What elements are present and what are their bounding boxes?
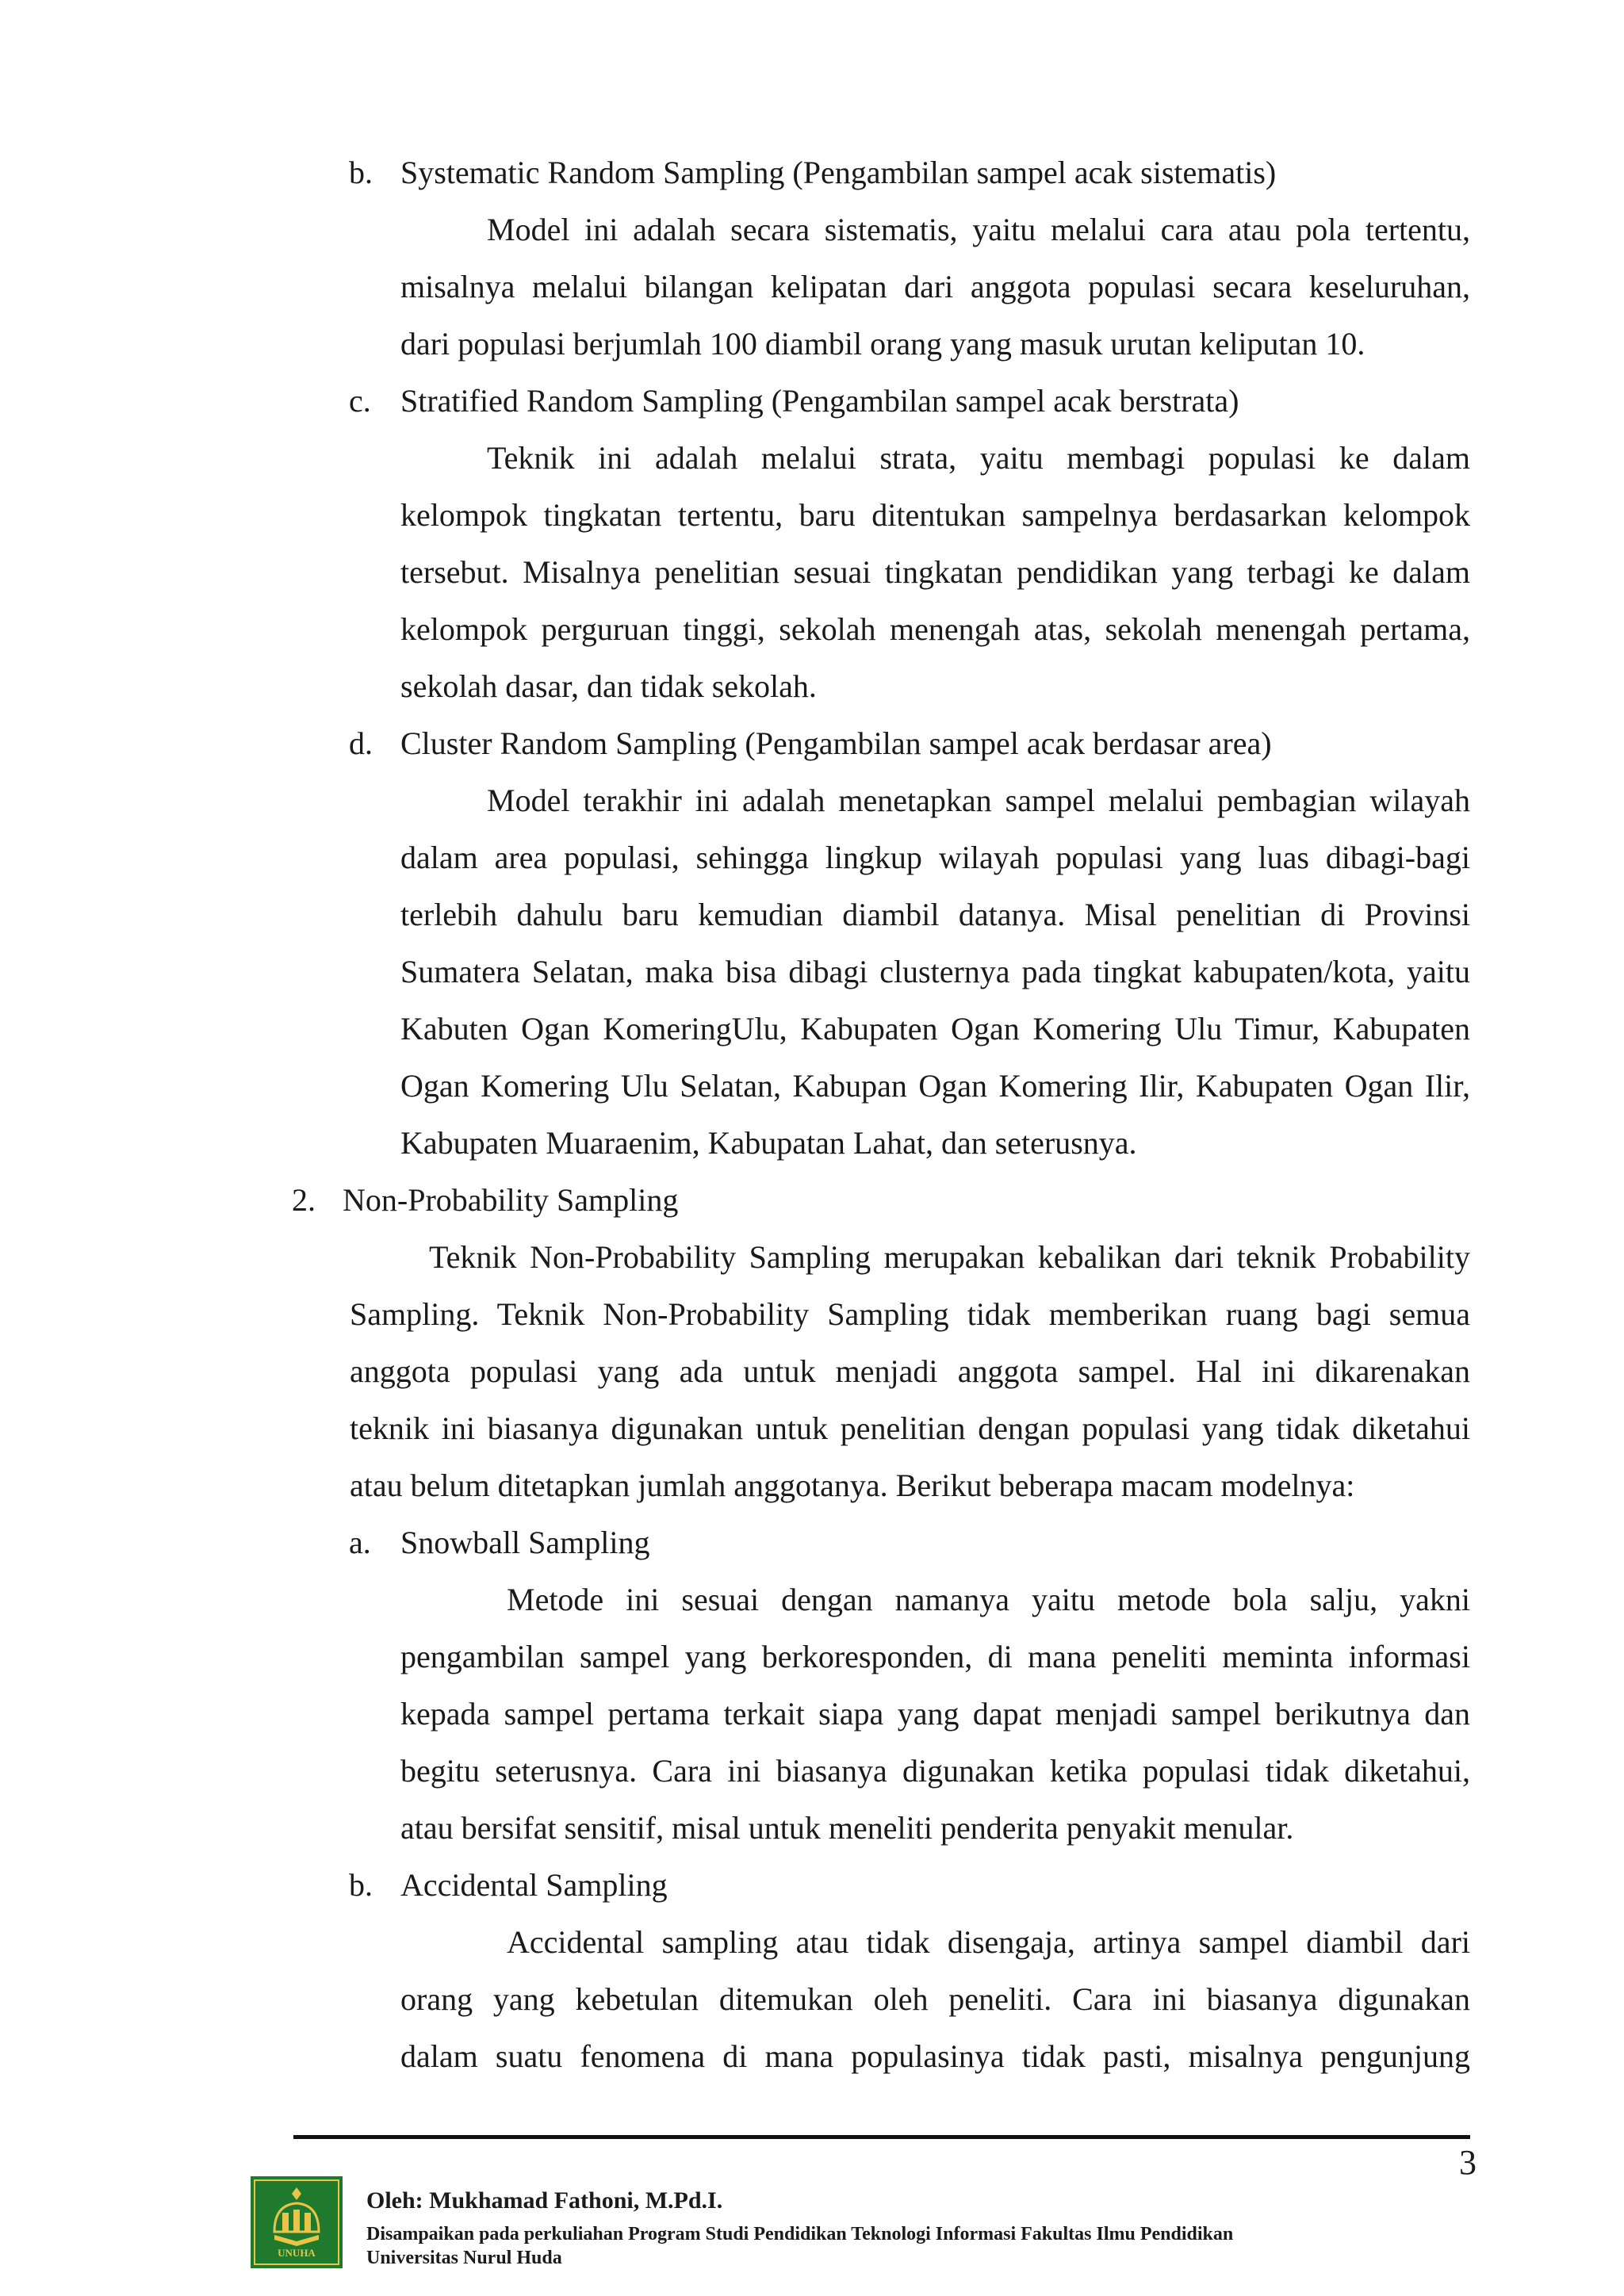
- paragraph-line: dari populasi berjumlah 100 diambil orang yang masuk urutan keliputan 10.: [400, 326, 1365, 362]
- list-marker: c.: [349, 383, 371, 419]
- paragraph-line: tersebut. Misalnya penelitian sesuai tingkatan pendidikan yang terbagi ke dalam: [400, 554, 1470, 590]
- paragraph-line: Kabuten Ogan KomeringUlu, Kabupaten Ogan Komering Ulu Timur, Kabupaten: [400, 1011, 1470, 1047]
- paragraph-line: Accidental sampling atau tidak disengaja, artinya sampel diambil dari: [507, 1924, 1470, 1960]
- section-heading: Non-Probability Sampling: [343, 1182, 679, 1218]
- paragraph-line: Model ini adalah secara sistematis, yaitu melalui cara atau pola tertentu,: [487, 212, 1470, 247]
- paragraph-line: sekolah dasar, dan tidak sekolah.: [400, 668, 817, 704]
- paragraph-line: Teknik ini adalah melalui strata, yaitu membagi populasi ke dalam: [487, 440, 1470, 476]
- footer-note: Disampaikan pada perkuliahan Program Studi Pendidikan Teknologi Informasi Fakultas Ilmu Pendidikan: [366, 2224, 1234, 2244]
- list-marker: a.: [349, 1525, 371, 1560]
- footer-rule: [293, 2135, 1470, 2139]
- paragraph-line: dalam suatu fenomena di mana populasinya tidak pasti, misalnya pengunjung: [400, 2038, 1470, 2074]
- paragraph-line: misalnya melalui bilangan kelipatan dari anggota populasi secara keseluruhan,: [400, 269, 1470, 304]
- list-marker: d.: [349, 725, 373, 761]
- paragraph-line: atau bersifat sensitif, misal untuk meneliti penderita penyakit menular.: [400, 1810, 1294, 1846]
- paragraph-line: kelompok perguruan tinggi, sekolah menengah atas, sekolah menengah pertama,: [400, 611, 1470, 647]
- paragraph-line: anggota populasi yang ada untuk menjadi anggota sampel. Hal ini dikarenakan: [350, 1353, 1470, 1389]
- paragraph-line: Ogan Komering Ulu Selatan, Kabupan Ogan Komering Ilir, Kabupaten Ogan Ilir,: [400, 1068, 1470, 1104]
- paragraph-line: orang yang kebetulan ditemukan oleh peneliti. Cara ini biasanya digunakan: [400, 1981, 1470, 2017]
- list-marker: b.: [349, 155, 373, 190]
- paragraph-line: pengambilan sampel yang berkoresponden, di mana peneliti meminta informasi: [400, 1639, 1470, 1674]
- paragraph-line: begitu seterusnya. Cara ini biasanya digunakan ketika populasi tidak diketahui,: [400, 1753, 1470, 1789]
- subheading: Stratified Random Sampling (Pengambilan sampel acak berstrata): [400, 383, 1239, 419]
- list-marker: 2.: [292, 1182, 316, 1218]
- paragraph-line: Metode ini sesuai dengan namanya yaitu metode bola salju, yakni: [507, 1582, 1470, 1617]
- paragraph-line: kepada sampel pertama terkait siapa yang dapat menjadi sampel berikutnya dan: [400, 1696, 1470, 1732]
- subheading: Snowball Sampling: [400, 1525, 650, 1560]
- footer-author: Oleh: Mukhamad Fathoni, M.Pd.I.: [366, 2187, 723, 2214]
- paragraph-line: Teknik Non-Probability Sampling merupakan kebalikan dari teknik Probability: [429, 1239, 1470, 1275]
- footer-institution: Universitas Nurul Huda: [366, 2248, 562, 2268]
- university-logo-icon: [251, 2176, 343, 2268]
- subheading: Cluster Random Sampling (Pengambilan sampel acak berdasar area): [400, 725, 1272, 761]
- paragraph-line: Kabupaten Muaraenim, Kabupatan Lahat, dan seterusnya.: [400, 1125, 1137, 1161]
- subheading: Systematic Random Sampling (Pengambilan sampel acak sistematis): [400, 155, 1277, 190]
- paragraph-line: dalam area populasi, sehingga lingkup wilayah populasi yang luas dibagi-bagi: [400, 840, 1470, 875]
- paragraph-line: atau belum ditetapkan jumlah anggotanya. Berikut beberapa macam modelnya:: [350, 1468, 1355, 1503]
- paragraph-line: Sumatera Selatan, maka bisa dibagi clusternya pada tingkat kabupaten/kota, yaitu: [400, 954, 1470, 989]
- paragraph-line: Model terakhir ini adalah menetapkan sampel melalui pembagian wilayah: [487, 783, 1470, 818]
- svg-text:UNUHA: UNUHA: [278, 2247, 316, 2259]
- paragraph-line: Sampling. Teknik Non-Probability Sampling tidak memberikan ruang bagi semua: [350, 1296, 1470, 1332]
- paragraph-line: kelompok tingkatan tertentu, baru ditentukan sampelnya berdasarkan kelompok: [400, 497, 1470, 533]
- paragraph-line: teknik ini biasanya digunakan untuk penelitian dengan populasi yang tidak diketahui: [350, 1410, 1470, 1446]
- list-marker: b.: [349, 1867, 373, 1903]
- page-number: 3: [1459, 2143, 1477, 2182]
- subheading: Accidental Sampling: [400, 1867, 668, 1903]
- paragraph-line: terlebih dahulu baru kemudian diambil datanya. Misal penelitian di Provinsi: [400, 897, 1470, 932]
